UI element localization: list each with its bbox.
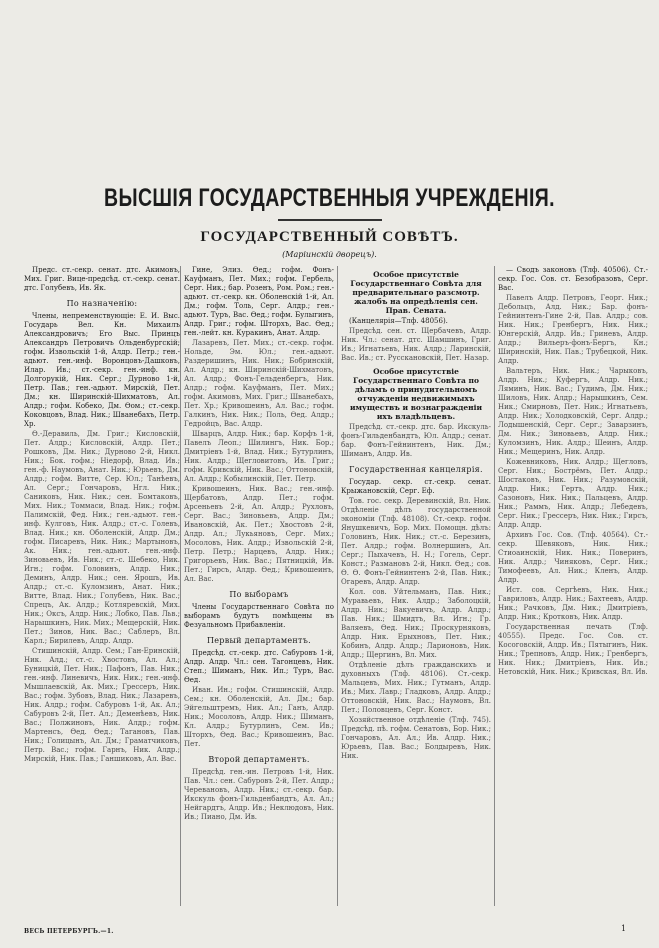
paragraph: Кривошеинъ, Ник. Вас.; ген.-инф. Щербатовъ, Алдр. Пет.; гофм. Арсеньевъ 2-й, Ал. Алдр.; Рухловъ, Серг. Вас.; Зиновьевъ, Алдр. Дм.; Ивановскій, Ак. Пет.; Хвостовъ 2-й, Алдр. Ал.; Лукьяновъ, Серг. Мих.; Мосоловъ, Ник. Алдр.; Извольскій 2-й, Петр. Петр.; Нарцевъ, Алдр. Ник.; Григорьевъ, Ник. Вас.; Пятницкій, Ив. Пет.; Гирсъ, Алдр. Ѳед.; Кривошеинъ, Ал. Вас. [184,485,334,583]
paragraph: Государ. секр. ст.-секр. сенат. Крыжановскій, Серг. Еф. [341,478,491,495]
paragraph: Кол. сов. Уйтельманъ, Пав. Ник.; Муравьевъ, Ник. Алдр.; Заболоцкій, Алдр. Ник.; Вакуевичъ, Алдр. Алдр.; Пав. Ник.; Шмидтъ, Вл. Игн.; Гр. Валяевъ, Ѳед. Ник.; Проскурняковъ, Алдр. Ник. Ерыхновъ, Пет. Ник.; Кобинъ, Алдр. Алдр.; Ларионовъ, Ник. Алдр.; Щергинъ, Вл. Мих. [341,588,491,659]
section-heading: Особое присутствіе Государственнаго Совѣта по дѣламъ о принудительномъ отчужденіи недвижимыхъ имуществъ и вознагражденіи ихъ владѣльцевъ. [349,367,483,421]
paragraph: Предсѣд. сен. ст. Щербачевъ, Алдр. Ник. Чл.: сенат. дтс. Шамшинъ, Григ. Ив.; Игнатьевъ, Ник. Алдр.; Ларинскій, Вас. Ив.; ст. Русскановскій, Пет. Назар. [341,327,491,362]
paragraph: Члены, непременствующіе: Е. И. Выс. Государь Вел. Кн. Михаилъ Александровичъ; Его Выс. Принцъ Александръ Петровичъ Ольденбургскій; гофм. Извольскій 1-й, Алдр. Петр.; ген.-адьют. ген.-инф. Воронцовъ-Дашковъ, Илар. Ив.; ст.-секр. ген.-инф. кн. Долгорукій, Ник. Серг.; Дурново 1-й, Петр. Пав.; ген.-адьют. Мирскій, Пет. Дм.; кн. Ширинскій-Шихматовъ, Ал. Алдр.; гофм. Кобеко, Дм. Ѳом.; ст.-секр. Коковцовъ, Влад. Ник.; Шванебахъ, Петр. Хр. [24,312,180,428]
paragraph: Государственная печать (Тлф. 40555). Предс. Гос. Сов. ст. Косоговскій, Алдр. Ив.; Пятыгинъ, Ник. Ник.; Трепновъ, Алдр. Ник.; Гренбергъ, Ник. Ник.; Дмитріевъ, Ник. Ив.; Нетовскій, Ник. Ник.; Кривская, Вл. Ив. [498,623,648,676]
paragraph: Хозяйственное отдѣленіе (Тлф. 745). Предсѣд. пѣ. гофм. Сенатовъ, Бор. Ник.; Гончаровъ, Ал. Ал.; Ив. Алдр. Ник.; Юрьевъ, Пав. Вас.; Болдыревъ, Ник. Ник. [341,716,491,760]
section-heading: Второй департаментъ. [208,755,310,764]
paragraph: Гине, Элиз. Ѳед.; гофм. Фонъ-Кауфманъ, Пет. Мих.; гофм. Гербель, Серг. Ник.; бар. Розенъ, Ром. Ром.; ген.-адьют. ст.-секр. кн. Оболенскій 1-й, Ал. Дм.; гофм. Толь, Серг. Алдр.; ген.-адьют. Туръ, Вас. Ѳед.; гофм. Булыгинъ, Алдр. Григ.; гофм. Шторхъ, Вас. Ѳед.; ген.-лейт. кн. Куракинъ, Анат. Алдр. [184,266,334,337]
paragraph: Ист. сов. Сергѣевъ, Ник. Ник.; Гавриловъ, Алдр. Ник.; Бахтеевъ, Алдр. Ник.; Рачковъ, Дм. Ник.; Дмитріевъ, Алдр. Ник.; Кротковъ, Ник. Алдр. [498,586,648,621]
section-heading: Первый департаментъ. [206,636,311,645]
paragraph: Предс. ст.-секр. сенат. дтс. Акимовъ, Мих. Григ. Вице-предсѣд. ст.-секр. сенат. дтс. Голубевъ, Ив. Як. [24,266,180,292]
paragraph: Вальтеръ, Ник. Ник.; Чарыковъ, Алдр. Ник.; Куфергъ, Алдр. Ник.; Ляминъ, Ник. Вас.; Гудимъ, Дм. Ник.; Шиловъ, Ник. Алдр.; Нарышкинъ, Сем. Ник.; Смирновъ, Пет. Ник.; Игнатьевъ, Алдр. Ник.; Холодковскій, Серг. Алдр.; Лодышенскій, Серг. Серг.; Заварзинъ, Дм. Ник.; Зиновьевъ, Алдр. Ник.; Куломзинъ, Ник. Алдр.; Шеинъ, Алдр. Ник.; Мещеринъ, Ник. Алдр. [498,367,648,456]
text-column-2 [180,266,334,906]
page-number: 1 [621,924,627,933]
paragraph: (Канцелярія—Тлф. 48056). [349,317,448,325]
section-heading: По назначенію: [66,299,138,308]
section-heading: Государственная канцелярія. [349,465,483,474]
section-heading: Особое присутствіе Государственнаго Совѣта для предварительнаго разсмотр. жалобъ на опредѣленія сен. Прав. Сената. [350,270,482,315]
paragraph: Павелъ Алдр. Петровъ, Георг. Ник.; Дебольцъ, Алд. Ник.; Бар. фонъ-Гейнинтенъ-Гине 2-й, Пав. Алдр.; сов. Ник. Ник.; Гренбергъ, Ник. Ник.; Юнгерскій, Алдр. Ив.; Гриневъ, Алдр. Алдр.; Вильеръ-фонъ-Бергъ, Кн.; Ширинскій, Ник. Пав.; Трубецкой, Ник. Алдр. [498,294,648,365]
text-column-3 [337,266,491,906]
paragraph: — Сводъ законовъ (Тлф. 40506). Ст.-секр. Гос. Сов. ст. Безобразовъ, Серг. Вас. [498,266,648,292]
footer-signature: ВЕСЬ ПЕТЕРБУРГЪ.—1. [24,928,114,935]
text-column-4 [494,266,648,906]
paragraph: Предсѣд. ст.-секр. дтс. бар. Икскуль-фонъ-Гильденбандтъ, Юл. Алдр.; сенат. бар. Фонъ-Гейнинтенъ, Ник. Дм.; Шиманъ, Алдр. Ив. [341,423,491,458]
section-title: ГОСУДАРСТВЕННЫЙ СОВѢТЪ. [200,229,459,245]
paragraph: Отдѣленіе дѣлъ гражданскихъ и духовныхъ (Тлф. 48106). Ст.-секр. Мальцевъ, Мих. Ник.; Гутманъ, Алдр. Ив.; Мих. Лавр.; Гладковъ, Алдр. Алдр.; Оттоновскій, Ник. Вас.; Наумовъ, Вл. Пет.; Половцевъ, Серг. Конст. [341,661,491,714]
page-title: ВЫСШІЯ ГОСУДАРСТВЕННЫЯ УЧРЕЖДЕНІЯ. [104,184,555,212]
text-column-1 [24,266,180,906]
paragraph: Архивъ Гос. Сов. (Тлф. 40564). Ст.-секр. Шевяковъ, Ник. Ник.; Стиоаинскій, Ник. Ник.; Поверинъ, Ник. Алдр.; Чиняковъ, Серг. Ник.; Тимофеевъ, Ал. Ник.; Кленъ, Алдр. Алдр. [498,531,648,584]
paragraph: Кожевниковъ, Ник. Алдр.; Щегловъ, Серг. Ник.; Бострёмъ, Пет. Алдр.; Шостаковъ, Ник. Ник.; Разумовскій, Алдр. Ник.; Гертъ, Алдр. Ник.; Сазоновъ, Ник. Ник.; Пальцевъ, Алдр. Ник.; Раммъ, Ник. Алдр.; Лебедевъ, Серг. Ник.; Грессеръ, Ник. Ник.; Гирсъ, Алдр. Алдр. [498,458,648,529]
paragraph: Лазаревъ, Пет. Мих.; ст.-секр. гофм. Нольде, Эм. Юл.; ген.-адьют. Раздеришинъ, Ник. Ник.; Бобринскій, Ал. Алдр.; кн. Ширинскій-Шихматовъ, Ал. Алдр.; Фонъ-Гельденбергъ, Ник. Алдр.; гофм. Кауфманъ, Пет. Мих.; гофм. Акимовъ, Мих. Григ.; Шванебахъ, Пет. Хр.; Кривошеинъ, Ал. Вас.; гофм. Галкинъ, Ник. Ник.; Поль, Ѳед. Алдр.; Гедройцъ, Вас. Алдр. [184,339,334,428]
paragraph: Шварцъ, Алдр. Ник.; бар. Корфъ 1-й, Павелъ Леоп.; Шилингъ, Ник. Бор.; Дмитріевъ 1-й, Влад. Ник.; Бутурлинъ, Ник. Алдр.; Щегловитовъ, Ив. Григ.; гофм. Кривскій, Ник. Вас.; Оттоновскій, Ал. Алдр.; Кобылинскій, Пет. Петр. [184,430,334,483]
paragraph: Стишинскій, Алдр. Сем.; Ган-Еринскій, Ник. Алд.; ст.-с. Хвостовъ, Ал. Ал.; Буницкій, Пет. Ник.; Пафонъ, Пав. Ник.; ген.-инф. Линевичъ, Ник. Ник.; ген.-инф. Мышлаевскій, Ак. Мих.; Грессеръ, Ник. Вас.; гофм. Зубовъ, Влад. Ник.; Лазаревъ, Ник. Алдр.; гофм. Сабуровъ 1-й, Ак. Ал.; Сабуровъ 2-й, Пет. Ал.; Деменѣевъ, Ник. Вас.; Полжиновъ, Ник. Алдр.; гофм. Мартенсъ, Ѳед. Ѳед.; Тагановъ, Пав. Ник.; Голицынъ, Ал. Дм.; Граматчиковъ, Петр. Вас.; гофм. Гарнъ, Ник. Алдр.; Мирскій, Ник. Пав.; Ганшиковъ, Ал. Вас. [24,647,180,763]
paragraph: Предсѣд. ген.-ин. Петровъ 1-й, Ник. Пав. Чл.: сен. Сабуровъ 2-й, Пет. Алдр.; Черевановъ, Алдр. Ник.; ст.-секр. бар. Икскуль фонъ-Гильденбандтъ, Ал. Ал.; Нейгардтъ, Алдр. Ив.; Неклюдовъ, Ник. Ив.; Пиано, Дм. Ив. [184,768,334,821]
paragraph: Предсѣд. ст.-секр. дтс. Сабуровъ 1-й, Алдр. Алдр. Чл.: сен. Тагонцевъ, Ник. Степ.; Шиманъ, Ник. Ип.; Туръ, Вас. Ѳед. [184,649,334,684]
section-heading: По выборамъ [229,590,289,599]
section-location: (Маріинскій дворецъ). [282,250,377,259]
paragraph: Члены Государственнаго Совѣта по выборамъ будутъ помѣщены въ Фезуальномъ Прибавленіи. [184,603,334,629]
paragraph: Иван. Ин.; гофм. Стишинскій, Алдр. Сем.; кн. Оболенскій, Ал. Дм.; бар. Эйгельштремъ, Ник. Ал.; Ганъ, Алдр. Ник.; Мосоловъ, Алдр. Ник.; Шиманъ, Кл. Алдр.; Бутурлинъ, Сем. Ив.; Шторхъ, Ѳед. Вас.; Кривошеинъ, Вас. Пет. [184,686,334,748]
title-divider [278,219,382,221]
paragraph: Ѳ.-Деравиль, Дм. Григ.; Кисловскій, Пет. Алдр.; Кисловскій, Алдр. Пет.; Рошковъ, Дм. Ник.; Дурново 2-й, Никл. Ник.; Бок. гофм.; Ніедорф, Влад. Ив.; ген.-ф. Наумовъ, Анат. Ник.; Юрьевъ, Дм. Алдр.; гофм. Витте, Сер. Юл.; Танѣевъ, Ал. Серг.; Гончаровъ, Нгл. Ник.; Саниковъ, Ник. Ник.; сен. Бомтаковъ, Мих. Ник.; Томмаси, Влад. Ник.; гофм. Палимскій, Фед. Ник.; ген.-адьют. ген.-инф. Кулговъ, Ник. Алдр.; ст.-с. Голевъ, Влад. Ник.; кн. Оболенскій, Алдр. Дм.; гофм. Писаревъ, Ник. Ник.; Мартыновъ, Ак. Ник.; ген.-адьют. ген.-инф. Зиновьевъ, Ив. Ник.; ст.-с. Шебеко, Ник. Игн.; гофм. Головинъ, Алдр. Ник.; Деминъ, Алдр. Ник.; сен. Ярошъ, Ив. Алдр.; ст.-с. Куломзинъ, Анат. Ник.; Витте, Влад. Ник.; Голубевъ, Ник. Вас.; Спрецъ, Ак. Алдр.; Котляревскій, Мих. Ник.; Оксъ, Алдр. Ник.; Лобко, Пав. Льв.; Нарышкинъ, Ник. Мих.; Мещерскій, Ник. Пет.; Зинов, Ник. Вас.; Саблеръ, Вл. Карл.; Бирилевъ, Алдр. Алдр. [24,430,180,645]
paragraph: Тов. гос. секр. Деревинскій, Вл. Ник. Отдѣленіе дѣлъ государственной экономіи (Тлф. 48108). Ст.-секр. гофм. Янушкевичъ, Бор. Мих. Помощн. дѣлъ: Головинъ, Ник. Ник.; ст.-с. Березинъ, Пет. Алдр.; гофм. Волнершинъ, Ал. Серг.; Пыхачевъ, Н. Н.; Гогель, Серг. Конст.; Размановъ 2-й, Никл. Ѳед.; сов. Ѳ. Ѳ. Фонъ-Гейнинтенъ 2-й, Пав. Ник.; Огаревъ, Алдр. Алдр. [341,497,491,586]
